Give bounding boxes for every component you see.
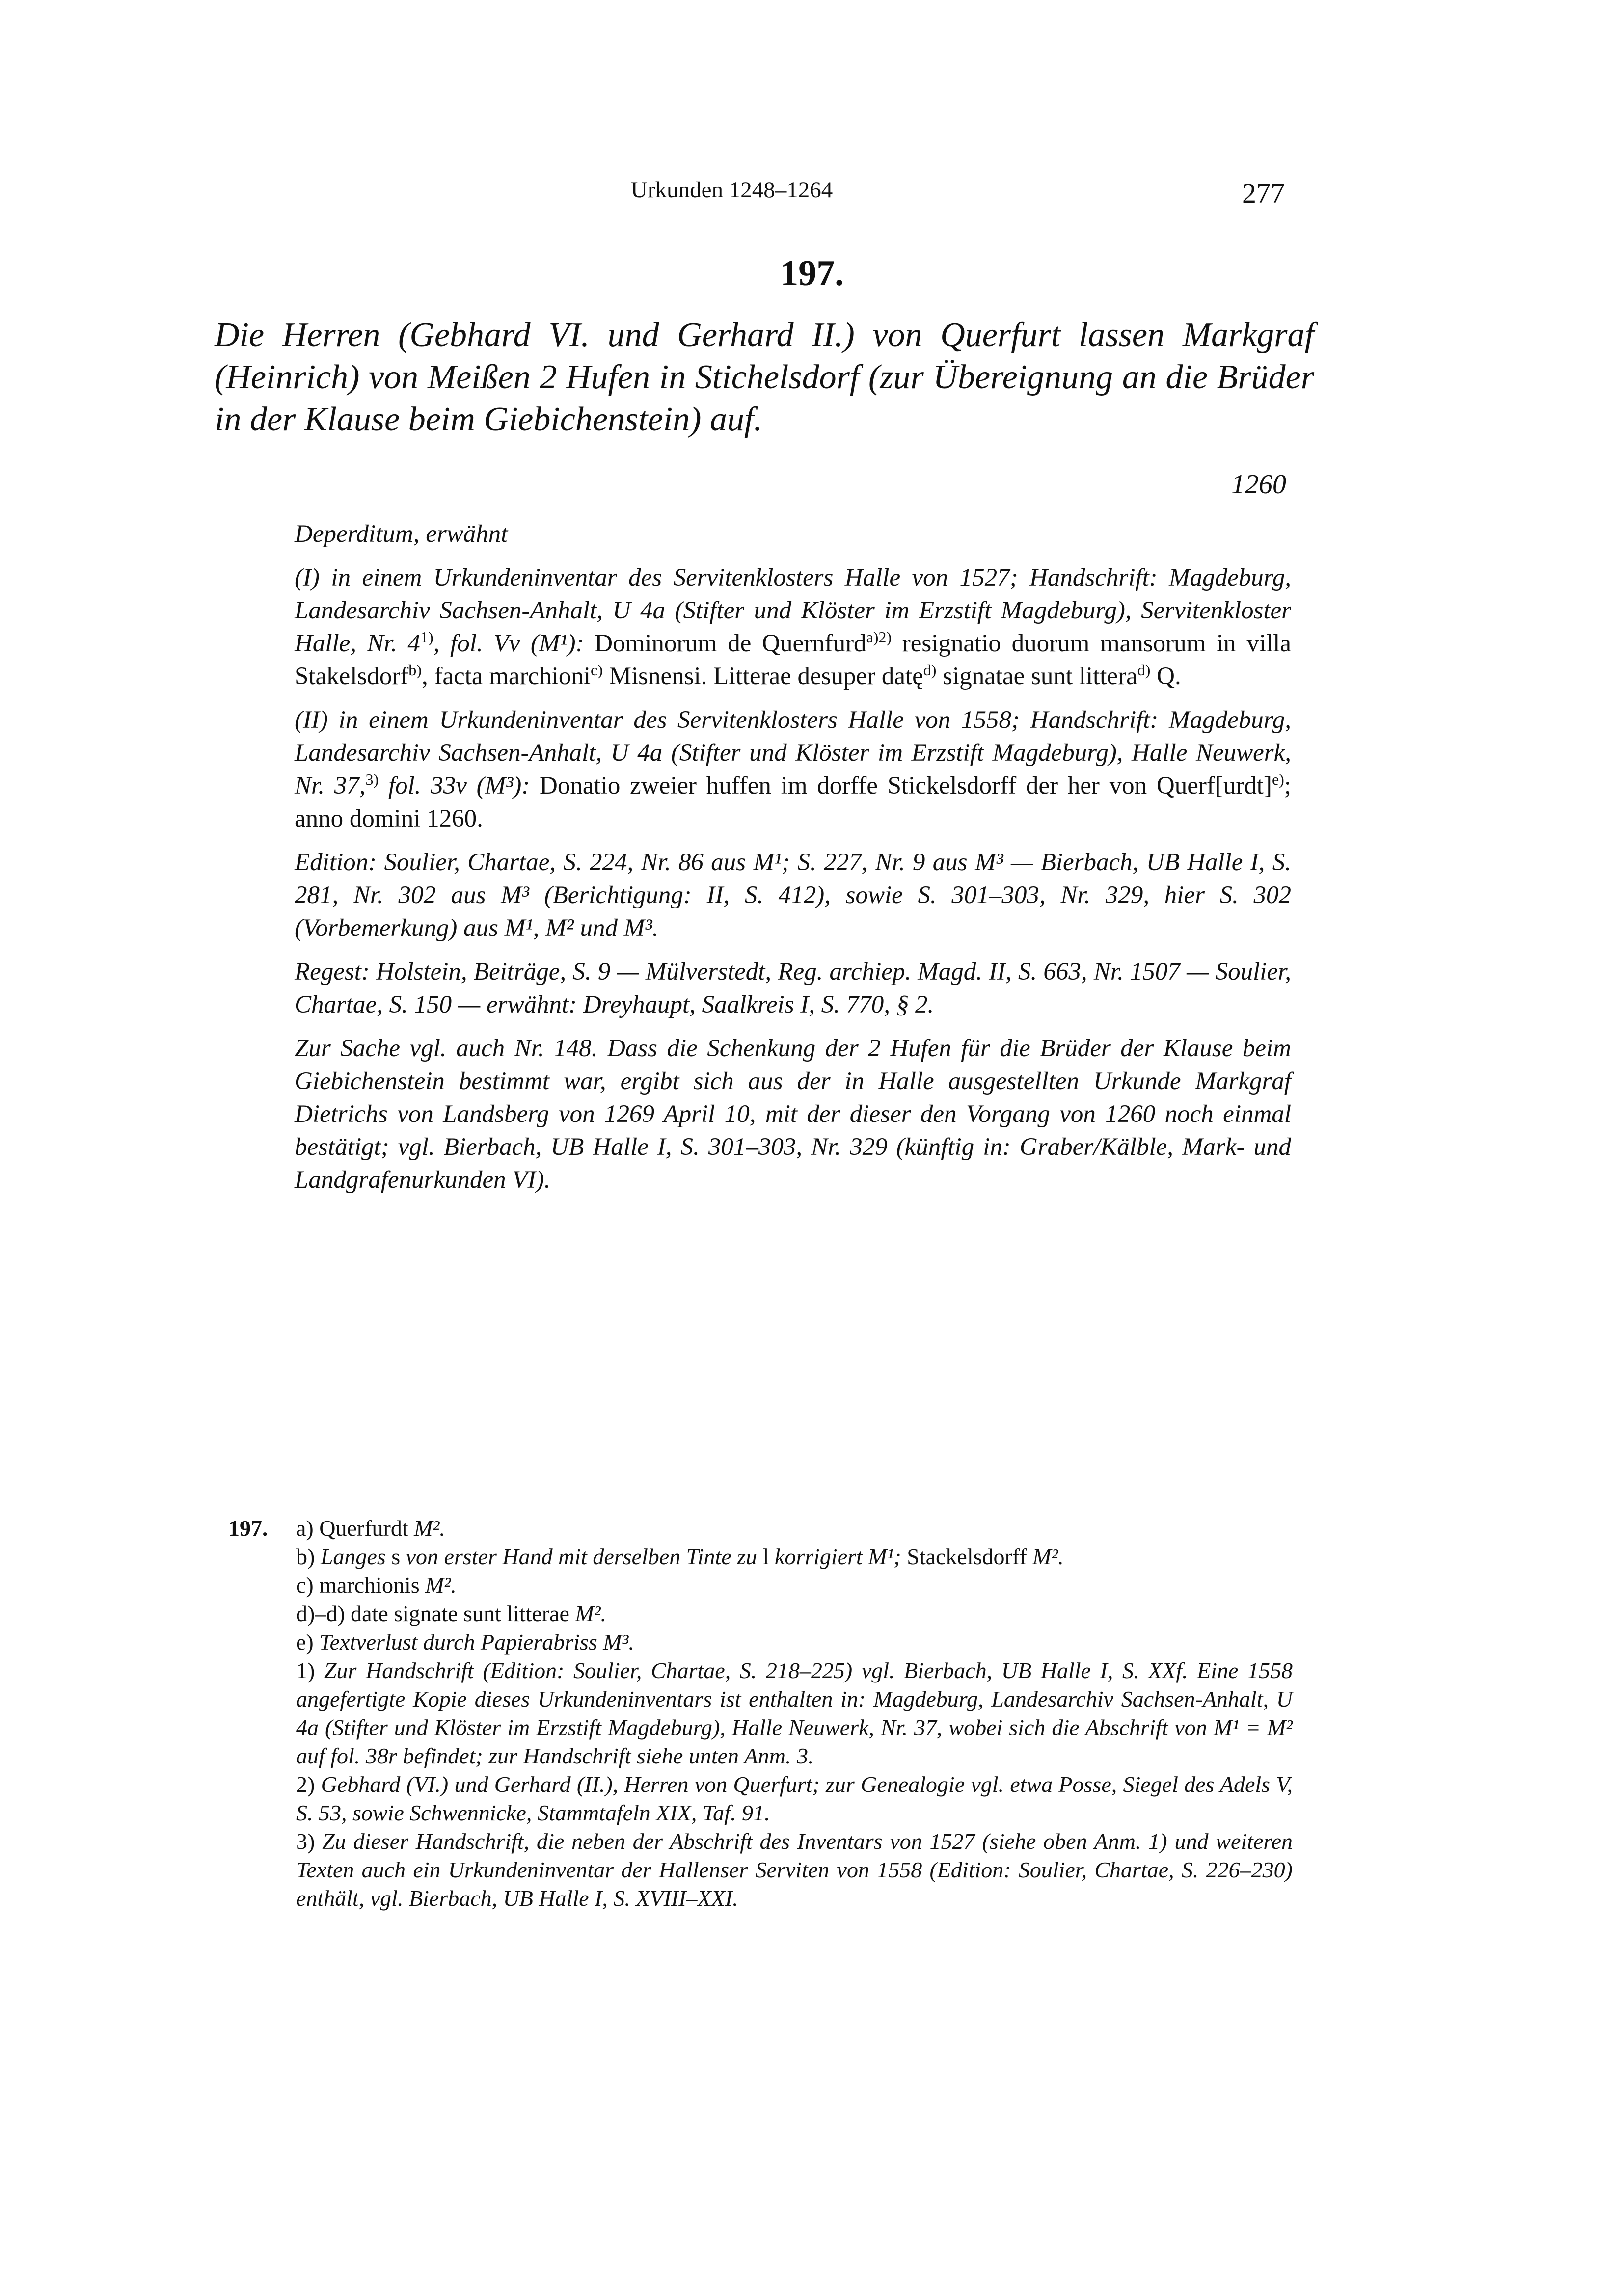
note-text: l [762,1544,769,1569]
note-text: Textverlust durch Papierabriss M³. [313,1629,634,1655]
page-number: 277 [1242,177,1285,209]
document-body [295,518,1291,1207]
note-b [296,1543,1293,1571]
note-1 [296,1656,1293,1770]
running-title: Urkunden 1248–1264 [631,177,833,203]
note-a [296,1514,1293,1543]
note-text: Querfurdt [313,1516,408,1541]
note-text: Zu dieser Handschrift, die neben der Abschrift des Inventars von 1527 (siehe oben Anm. 1) und weiteren Texten auch ein Urkundeninventar der Hallenser Serviten von 1558 (Edition: Soulier, Chartae, S. 226–230) enthält, vgl. Bierbach, UB Halle I, S. XVIII–XXI. [296,1829,1293,1911]
witness-2-text: ; anno domini 1260. [295,772,1291,832]
note-text: s [391,1544,401,1569]
note-text: Stackelsdorff [901,1544,1027,1569]
witness-2-text: Donatio zweier huffen im dorffe Stickelsdorff der her von Querf[urdt] [530,772,1272,800]
note-text: marchionis [313,1573,420,1598]
note-text: Gebhard (VI.) und Gerhard (II.), Herren von Querfurt; zur Genealogie vgl. etwa Posse, Siegel des Adels V, S. 53, sowie Schwennicke, Stammtafeln XIX, Taf. 91. [296,1772,1293,1825]
note-label: 1) [296,1658,315,1683]
document-title: Die Herren (Gebhard VI. und Gerhard II.) von Querfurt lassen Markgraf (Heinrich) von Meißen 2 Hufen in Stichelsdorf (zur Übereignung an die Brüder in der Klause beim Giebichenstein) auf. [215,316,1314,438]
note-label: c) [296,1573,314,1598]
witness-1-text: resignatio duorum mansorum in villa Stakelsdorf [295,630,1291,690]
witness-2-intro: (II) in einem Urkundeninventar des Servitenklosters Halle von 1558; Handschrift: Magdeburg, Landesarchiv Sachsen-Anhalt, U 4a (Stifter und Klöster im Erzstift Magdeburg), Halle Neuwerk, Nr. 37, [295,706,1291,800]
note-text: von erster Hand mit derselben Tinte zu [400,1544,763,1569]
witness-1 [295,561,1291,693]
note-e [296,1628,1293,1656]
witness-1-text: Dominorum de Quernfurd [584,630,866,657]
regest-paragraph: Regest: Holstein, Beiträge, S. 9 — Mülverstedt, Reg. archiep. Magd. II, S. 663, Nr. 1507 — Soulier, Chartae, S. 150 — erwähnt: Dreyhaupt, Saalkreis I, S. 770, § 2. [295,958,1291,1018]
witness-1-text: signatae sunt littera [936,663,1137,690]
witness-2 [295,704,1291,835]
document-number: 197. [780,253,844,294]
edition-paragraph: Edition: Soulier, Chartae, S. 224, Nr. 86 aus M¹; S. 227, Nr. 9 aus M³ — Bierbach, UB Halle I, S. 281, Nr. 302 aus M³ (Berichtigung: II, S. 412), sowie S. 301–303, Nr. 329, hier S. 302 (Vorbemerkung) aus M¹, M² und M³. [295,849,1291,942]
witness-2-folio: fol. 33v (M³): [379,772,530,800]
note-label: b) [296,1544,315,1569]
notes-document-number: 197. [228,1516,268,1541]
note-d [296,1600,1293,1628]
witness-1-folio: , fol. Vv (M¹): [433,630,584,657]
notes-list [296,1514,1293,1913]
note-2 [296,1770,1293,1827]
document-date: 1260 [1231,469,1286,500]
footnote-ref: a)2) [866,628,892,646]
note-siglum: M². [419,1573,457,1598]
footnote-ref: 1) [420,628,433,646]
note-text: Langes [315,1544,392,1569]
footnote-ref: d) [923,661,937,679]
note-siglum: M². [408,1516,445,1541]
note-text: korrigiert M¹; [769,1544,901,1569]
note-label: d)–d) [296,1601,345,1626]
witness-1-text: Misnensi. Litterae desuper datę [602,663,923,690]
note-text: Zur Handschrift (Edition: Soulier, Chartae, S. 218–225) vgl. Bierbach, UB Halle I, S. XXf. Eine 1558 angefertigte Kopie dieses Urkundeninventars ist enthalten in: Magdeburg, Landesarchiv Sachsen-Anhalt, U 4a (Stifter und Klöster im Erzstift Magdeburg), Halle Neuwerk, Nr. 37, wobei sich die Abschrift von M¹ = M² auf fol. 38r befindet; zur Handschrift siehe unten Anm. 3. [296,1658,1293,1768]
note-siglum: M². [569,1601,607,1626]
note-c [296,1571,1293,1600]
note-3 [296,1827,1293,1913]
note-siglum: M². [1027,1544,1064,1569]
deperditum-note: Deperditum, erwähnt [295,520,508,548]
footnote-ref: 3) [365,771,379,788]
commentary-paragraph: Zur Sache vgl. auch Nr. 148. Dass die Schenkung der 2 Hufen für die Brüder der Klause beim Giebichenstein bestimmt war, ergibt sich aus der in Halle ausgestellten Urkunde Markgraf Dietrichs von Landsberg von 1269 April 10, mit der dieser den Vorgang von 1260 noch einmal bestätigt; vgl. Bierbach, UB Halle I, S. 301–303, Nr. 329 (künftig in: Graber/Kälble, Mark- und Landgrafenurkunden VI). [295,1035,1291,1194]
note-label: 2) [296,1772,315,1797]
footnote-ref: b) [408,661,422,679]
witness-1-text: , facta marchioni [421,663,591,690]
note-label: a) [296,1516,314,1541]
witness-1-intro: (I) in einem Urkundeninventar des Servitenklosters Halle von 1527; Handschrift: Magdeburg, Landesarchiv Sachsen-Anhalt, U 4a (Stifter und Klöster im Erzstift Magdeburg), Servitenkloster Halle, Nr. 4 [295,564,1291,657]
footnote-ref: d) [1137,661,1151,679]
footnote-ref: e) [1272,771,1284,788]
witness-1-text: Q. [1150,663,1181,690]
note-label: e) [296,1629,314,1655]
footnote-ref: c) [591,661,603,679]
note-text: date signate sunt litterae [345,1601,569,1626]
note-label: 3) [296,1829,315,1854]
